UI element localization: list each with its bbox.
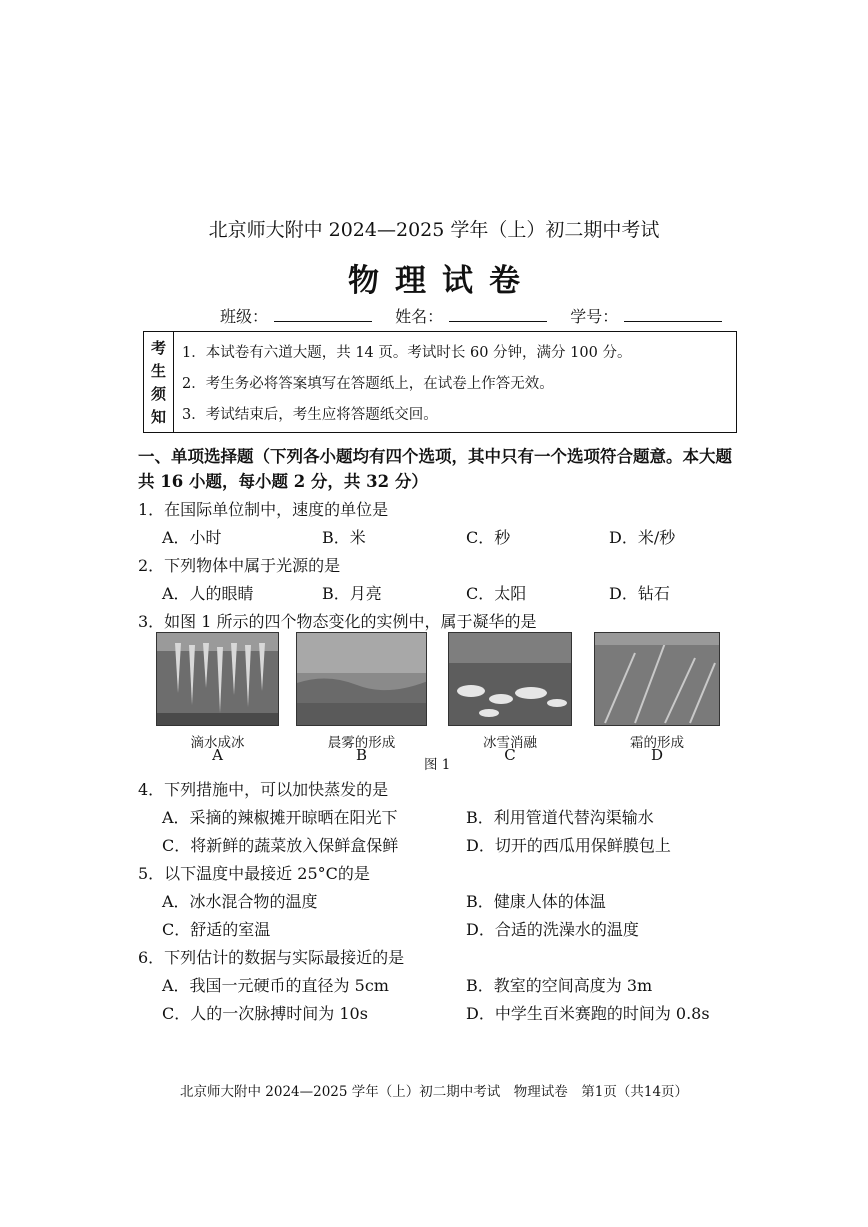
class-label: 班级： [220, 307, 269, 326]
student-id-label: 学号： [570, 307, 619, 326]
figure-letter-b: B [355, 746, 368, 764]
photo-frost-formation [594, 632, 720, 726]
notice-label-char: 须 [150, 385, 166, 403]
option-b: B．健康人体的体温 [466, 892, 606, 911]
notice-item: 1．本试卷有六道大题，共 14 页。考试时长 60 分钟，满分 100 分。 [182, 345, 632, 361]
option-c: C．将新鲜的蔬菜放入保鲜盒保鲜 [162, 836, 399, 855]
option-a: A．采摘的辣椒摊开晾晒在阳光下 [162, 808, 398, 827]
notice-item: 3．考试结束后，考生应将答题纸交回。 [182, 407, 438, 423]
figure-letter-a: A [212, 746, 223, 764]
notice-label-char: 知 [150, 408, 166, 426]
question-stem: 4．下列措施中，可以加快蒸发的是 [138, 780, 389, 799]
option-c: C．人的一次脉搏时间为 10s [162, 1004, 368, 1023]
question-stem: 6．下列估计的数据与实际最接近的是 [138, 948, 405, 967]
page-footer: 北京师大附中 2024—2025 学年（上）初二期中考试 物理试卷 第1页（共14页） [179, 1084, 689, 1100]
option-d: D．切开的西瓜用保鲜膜包上 [466, 836, 671, 855]
student-id-blank [624, 307, 722, 322]
option-d: D．合适的洗澡水的温度 [466, 920, 639, 939]
student-info-row [220, 304, 740, 327]
option-b: B．月亮 [322, 584, 382, 603]
exam-notice-box [143, 331, 737, 433]
class-blank [274, 307, 372, 322]
notice-label-char: 考 [150, 339, 166, 357]
question-stem: 3．如图 1 所示的四个物态变化的实例中，属于凝华的是 [138, 612, 537, 631]
notice-label-char: 生 [150, 362, 166, 380]
option-d: D．中学生百米赛跑的时间为 0.8s [466, 1004, 710, 1023]
figure-letter-d: D [650, 746, 664, 764]
photo-dripping-ice [156, 632, 279, 726]
name-blank [449, 307, 547, 322]
option-d: D．米/秒 [609, 528, 676, 547]
name-label: 姓名： [395, 307, 444, 326]
option-d: D．钻石 [609, 584, 670, 603]
option-b: B．米 [322, 528, 366, 547]
option-b: B．利用管道代替沟渠输水 [466, 808, 654, 827]
section-heading: 一、单项选择题（下列各小题均有四个选项，其中只有一个选项符合题意。本大题共 16 小题，每小题 2 分，共 32 分） [138, 447, 732, 491]
notice-label [144, 332, 174, 432]
question-stem: 5．以下温度中最接近 25°C的是 [138, 864, 370, 883]
page-title: 物理试卷 [348, 263, 536, 299]
option-a: A．小时 [162, 528, 222, 547]
photo-snow-melting [448, 632, 572, 726]
option-b: B．教室的空间高度为 3m [466, 976, 653, 995]
figure-label: 图 1 [424, 757, 451, 773]
option-c: C．舒适的室温 [162, 920, 271, 939]
figure-caption-d: 霜的形成 [630, 735, 684, 751]
figure-caption-c: 冰雪消融 [483, 735, 537, 751]
option-a: A．冰水混合物的温度 [162, 892, 318, 911]
figure-letter-c: C [504, 746, 516, 764]
question-stem: 2．下列物体中属于光源的是 [138, 556, 341, 575]
school-title: 北京师大附中 2024—2025 学年（上）初二期中考试 [208, 219, 660, 241]
option-a: A．我国一元硬币的直径为 5cm [162, 976, 389, 995]
photo-morning-fog [296, 632, 427, 726]
notice-item: 2．考生务必将答案填写在答题纸上，在试卷上作答无效。 [182, 376, 554, 392]
option-c: C．太阳 [466, 584, 527, 603]
figure-caption-b: 晨雾的形成 [327, 735, 396, 751]
figure-caption-a: 滴水成冰 [190, 735, 245, 751]
notice-items [182, 338, 631, 431]
option-a: A．人的眼睛 [162, 584, 254, 603]
question-stem: 1．在国际单位制中，速度的单位是 [138, 500, 389, 519]
option-c: C．秒 [466, 528, 511, 547]
